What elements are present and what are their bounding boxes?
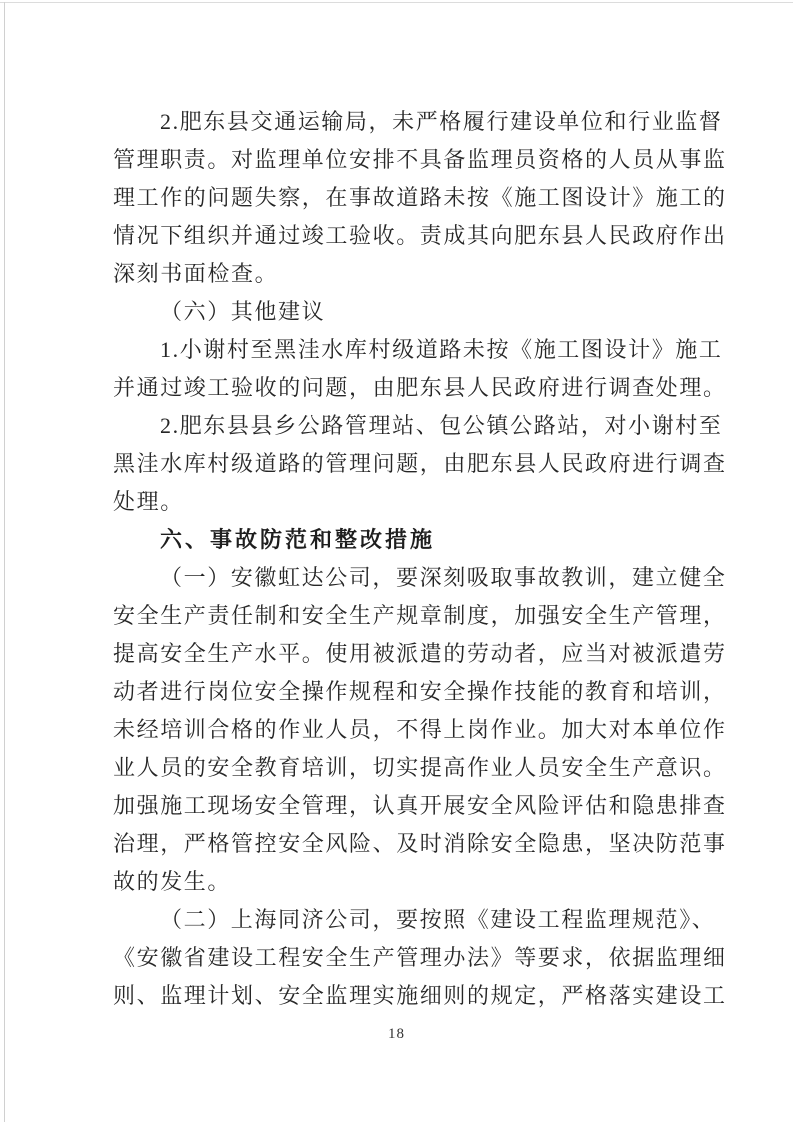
text-line: （一）安徽虹达公司，要深刻吸取事故教训，建立健全 <box>160 565 727 590</box>
text-line: 2.肥东县交通运输局，未严格履行建设单位和行业监督 <box>160 109 723 134</box>
text-line: 则、监理计划、安全监理实施细则的规定，严格落实建设工 <box>113 983 727 1008</box>
text-line: 业人员的安全教育培训，切实提高作业人员安全生产意识。 <box>113 755 727 780</box>
text-line: 处理。 <box>113 489 184 514</box>
text-line: 理工作的问题失察，在事故道路未按《施工图设计》施工的 <box>113 185 727 210</box>
text-line: 黑洼水库村级道路的管理问题，由肥东县人民政府进行调查 <box>113 451 727 476</box>
text-line: 加强施工现场安全管理，认真开展安全风险评估和隐患排查 <box>113 793 727 818</box>
scan-edge-left-line <box>4 2 5 1122</box>
text-line: （二）上海同济公司，要按照《建设工程监理规范》、 <box>160 907 716 932</box>
scan-edge-top-line <box>0 2 793 3</box>
text-line: 未经培训合格的作业人员，不得上岗作业。加大对本单位作 <box>113 717 727 742</box>
text-line: 深刻书面检查。 <box>113 261 279 286</box>
text-line: 并通过竣工验收的问题，由肥东县人民政府进行调查处理。 <box>113 375 727 400</box>
text-line: 安全生产责任制和安全生产规章制度，加强安全生产管理， <box>113 603 727 628</box>
page-number: 18 <box>388 1026 405 1042</box>
text-line: 故的发生。 <box>113 869 232 894</box>
text-line: 《安徽省建设工程安全生产管理办法》等要求，依据监理细 <box>113 945 727 970</box>
document-body <box>113 103 738 1015</box>
text-line: 管理职责。对监理单位安排不具备监理员资格的人员从事监 <box>113 147 727 172</box>
heading-level2-line: （六）其他建议 <box>160 299 326 324</box>
text-line: 动者进行岗位安全操作规程和安全操作技能的教育和培训， <box>113 679 727 704</box>
text-line: 情况下组织并通过竣工验收。责成其向肥东县人民政府作出 <box>113 223 727 248</box>
text-line: 治理，严格管控安全风险、及时消除安全隐患，坚决防范事 <box>113 831 727 856</box>
text-line: 2.肥东县县乡公路管理站、包公镇公路站，对小谢村至 <box>160 413 723 438</box>
heading-level1-line: 六、事故防范和整改措施 <box>160 527 436 552</box>
text-line: 提高安全生产水平。使用被派遣的劳动者，应当对被派遣劳 <box>113 641 727 666</box>
text-line: 1.小谢村至黑洼水库村级道路未按《施工图设计》施工 <box>160 337 723 362</box>
